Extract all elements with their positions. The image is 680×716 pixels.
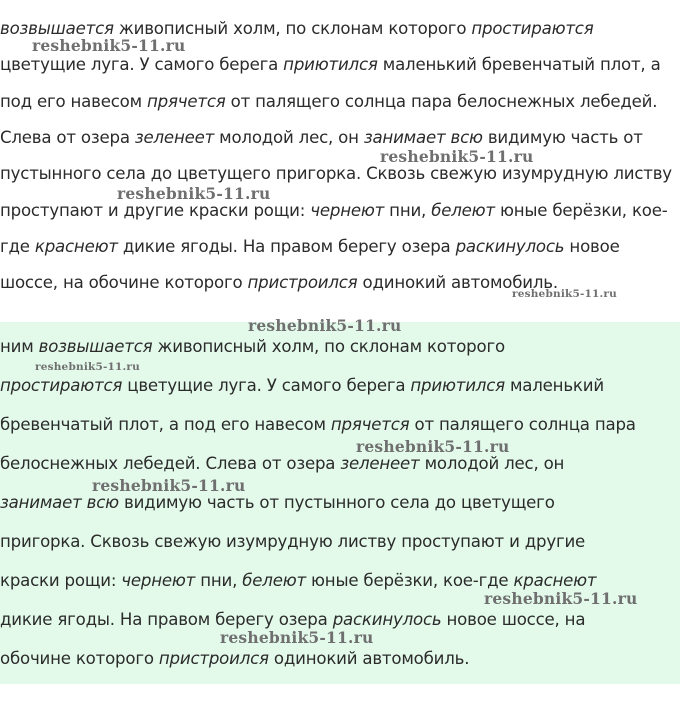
highlighted-verb: краснеют: [513, 571, 597, 590]
text-fragment: проступают и другие краски рощи:: [0, 200, 311, 220]
text-fragment: живописный холм, по склонам которого: [113, 19, 472, 38]
highlighted-verb: чернеют: [121, 571, 196, 590]
text-fragment: краски рощи:: [0, 571, 122, 590]
text-fragment: молодой лес, он: [419, 454, 565, 473]
highlighted-verb: краснеют: [34, 236, 118, 256]
highlighted-verb: прячется: [330, 415, 410, 434]
highlighted-verb: простираются: [471, 19, 594, 38]
text-fragment: маленький: [504, 376, 604, 395]
watermark: reshebnik5-11.ru: [484, 589, 638, 608]
highlighted-verb: занимает всю: [0, 493, 119, 512]
highlighted-verb: раскинулось: [455, 236, 565, 256]
text-fragment: белоснежных лебедей. Слева от озера: [0, 454, 341, 473]
text-fragment: дикие ягоды. На правом берегу озера: [0, 610, 333, 629]
text-line: [0, 376, 604, 396]
text-fragment: от палящего солнца пара белоснежных лебедей.: [225, 91, 658, 111]
watermark: reshebnik5-11.ru: [117, 184, 271, 203]
text-fragment: где: [0, 236, 35, 256]
watermark: reshebnik5-11.ru: [248, 316, 402, 335]
text-line: [0, 532, 585, 552]
text-fragment: юные берёзки, кое-где: [305, 571, 514, 590]
text-line: [0, 571, 596, 591]
text-fragment: одинокий автомобиль.: [268, 649, 470, 668]
watermark: reshebnik5-11.ru: [220, 628, 374, 647]
text-line: [0, 128, 643, 148]
text-line: [0, 649, 469, 669]
text-line: [0, 273, 558, 293]
highlighted-verb: возвышается: [38, 337, 153, 356]
text-fragment: пни,: [195, 571, 243, 590]
text-line: [0, 55, 661, 75]
text-fragment: пустынного села до цветущего пригорка. Сквозь свежую изумрудную листву: [0, 164, 672, 184]
text-fragment: цветущие луга. У самого берега: [122, 376, 411, 395]
highlighted-verb: зеленеет: [134, 127, 215, 147]
watermark: reshebnik5-11.ru: [380, 147, 534, 166]
text-line: [0, 454, 564, 474]
highlighted-verb: занимает всю: [363, 127, 483, 147]
watermark: reshebnik5-11.ru: [32, 36, 186, 55]
highlighted-verb: белеют: [242, 571, 306, 590]
text-line: [0, 610, 585, 630]
paragraph-original: [0, 0, 680, 322]
highlighted-verb: зеленеет: [340, 454, 420, 473]
text-fragment: новое: [564, 236, 620, 256]
text-fragment: под его навесом: [0, 91, 147, 111]
text-fragment: Слева от озера: [0, 127, 135, 147]
text-fragment: юные берёзки, кое-: [494, 200, 668, 220]
highlighted-verb: пристроился: [247, 273, 358, 293]
highlighted-verb: простираются: [0, 376, 123, 395]
text-fragment: пригорка. Сквозь свежую изумрудную листву проступают и другие: [0, 532, 586, 551]
text-fragment: пни,: [384, 200, 432, 220]
text-line: [0, 237, 620, 257]
highlighted-verb: чернеют: [310, 200, 385, 220]
text-fragment: новое шоссе, на: [441, 610, 586, 629]
text-line: [0, 493, 555, 513]
highlighted-verb: прячется: [146, 91, 226, 111]
paragraph-highlighted: [0, 316, 680, 684]
text-fragment: одинокий автомобиль.: [357, 273, 558, 293]
text-fragment: молодой лес, он: [214, 127, 364, 147]
watermark: reshebnik5-11.ru: [356, 437, 510, 456]
highlighted-verb: возвышается: [0, 19, 114, 38]
highlighted-verb: белеют: [431, 200, 495, 220]
watermark: reshebnik5-11.ru: [35, 361, 140, 373]
highlighted-verb: раскинулось: [332, 610, 442, 629]
text-fragment: живописный холм, по склонам которого: [152, 337, 505, 356]
text-fragment: от палящего солнца пара: [409, 415, 636, 434]
watermark: reshebnik5-11.ru: [92, 476, 246, 495]
text-line: [0, 415, 636, 435]
clipped-top-line: [0, 0, 680, 7]
text-fragment: шоссе, на обочине которого: [0, 273, 248, 293]
text-fragment: видимую часть от: [482, 127, 643, 147]
text-fragment: видимую часть от пустынного села до цветущего: [118, 493, 555, 512]
text-line: [0, 201, 668, 221]
text-fragment: дикие ягоды. На правом берегу озера: [117, 236, 456, 256]
watermark: reshebnik5-11.ru: [512, 288, 617, 300]
text-fragment: ним: [0, 337, 39, 356]
highlighted-verb: приютился: [283, 55, 378, 75]
text-fragment: бревенчатый плот, а под его навесом: [0, 415, 331, 434]
text-line: [0, 92, 657, 112]
text-fragment: обочине которого: [0, 649, 159, 668]
text-line: [0, 337, 505, 357]
text-fragment: цветущие луга. У самого берега: [0, 55, 284, 75]
text-line: [0, 164, 672, 184]
highlighted-verb: приютился: [410, 376, 505, 395]
text-fragment: маленький бревенчатый плот, а: [377, 55, 661, 75]
highlighted-verb: пристроился: [158, 649, 269, 668]
